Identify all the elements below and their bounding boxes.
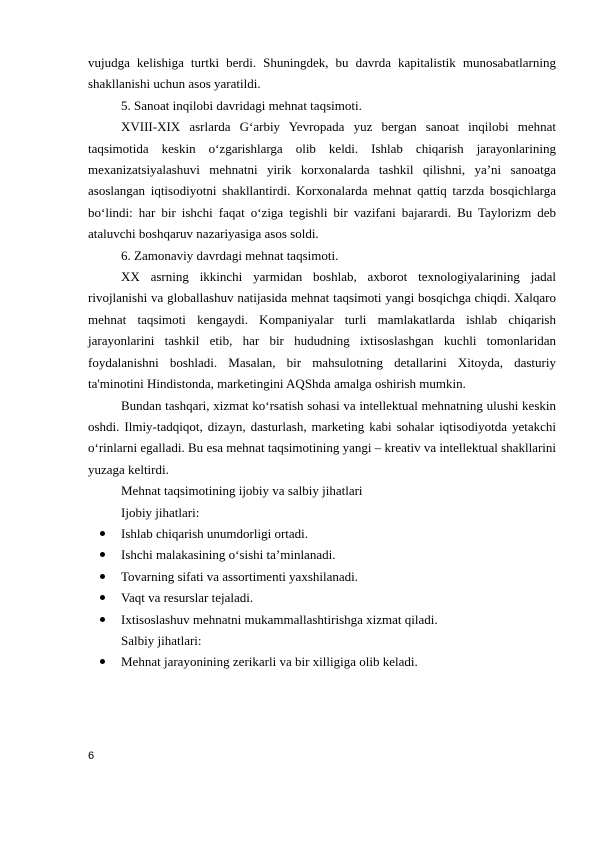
paragraph-continuation: vujudga kelishiga turtki berdi. Shuningdek, bu davrda kapitalistik munosabatlarning shakllanishi uchun asos yaratildi. xyxy=(88,55,556,92)
heading-pros-cons: Mehnat taqsimotining ijobiy va salbiy jihatlari xyxy=(121,483,363,499)
list-item xyxy=(88,523,556,544)
bullet-icon xyxy=(100,531,105,536)
list-item xyxy=(88,587,556,608)
heading-cons: Salbiy jihatlari: xyxy=(121,632,202,648)
page-number: 6 xyxy=(88,750,95,762)
list-item-text: Tovarning sifati va assortimenti yaxshilanadi. xyxy=(121,568,359,584)
list-item xyxy=(88,609,556,630)
list-item-text: Mehnat jarayonining zerikarli va bir xilligiga olib keladi. xyxy=(121,654,418,670)
paragraph-modern-era: XX asrning ikkinchi yarmidan boshlab, axborot texnologiyalarining jadal rivojlanishi va globallashuv natijasida mehnat taqsimoti yangi bosqichga chiqdi. Xalqaro mehnat taqsimoti kengaydi. Kompaniyalar turli mamlakatlarda ishlab chiqarish jarayonlarini tashkil etib, har bir hududning ixtisoslashgan kuchli tomonlaridan foydalanishni boshladi. Masalan, bir mahsulotning detallarini Xitoyda, dasturiy ta'minotini Hindistonda, marketingini AQShda amalga oshirish mumkin. xyxy=(88,269,556,392)
list-item xyxy=(88,544,556,565)
section-heading-5: 5. Sanoat inqilobi davridagi mehnat taqsimoti. xyxy=(121,97,362,113)
bullet-icon xyxy=(100,617,105,622)
paragraph-services-sector: Bundan tashqari, xizmat ko‘rsatish sohasi va intellektual mehnatning ulushi keskin oshdi. Ilmiy-tadqiqot, dizayn, dasturlash, marketing kabi sohalar iqtisodiyotda yetakchi o‘rinlarni egalladi. Bu esa mehnat taqsimotining yangi – kreativ va intellektual shakllarini yuzaga keltirdi. xyxy=(88,397,556,477)
document-page xyxy=(88,52,556,673)
pros-list xyxy=(88,523,556,630)
bullet-icon xyxy=(100,552,105,557)
list-item-text: Ishlab chiqarish unumdorligi ortadi. xyxy=(121,525,309,541)
list-item-text: Ishchi malakasining o‘sishi ta’minlanadi. xyxy=(121,547,336,563)
heading-pros: Ijobiy jihatlari: xyxy=(121,504,200,520)
list-item xyxy=(88,651,556,672)
list-item-text: Ixtisoslashuv mehnatni mukammallashtirishga xizmat qiladi. xyxy=(121,611,438,627)
list-item-text: Vaqt va resurslar tejaladi. xyxy=(121,590,254,606)
cons-list xyxy=(88,651,556,672)
section-heading-6: 6. Zamonaviy davrdagi mehnat taqsimoti. xyxy=(121,247,339,263)
bullet-icon xyxy=(100,659,105,664)
paragraph-industrial-revolution: XVIII-XIX asrlarda G‘arbiy Yevropada yuz bergan sanoat inqilobi mehnat taqsimotida keskin o‘zgarishlarga olib keldi. Ishlab chiqarish jarayonlarining mexanizatsiyalashuvi mehnatni yirik korxonalarda tashkil qilishni, ya’ni sanoatga asoslangan iqtisodiyotni shakllantirdi. Korxonalarda mehnat qattiq tarzda bosqichlarga bo‘lindi: har bir ishchi faqat o‘ziga tegishli bir vazifani bajarardi. Bu Taylorizm deb ataluvchi boshqaruv nazariyasiga asos soldi. xyxy=(88,119,556,242)
bullet-icon xyxy=(100,595,105,600)
bullet-icon xyxy=(100,574,105,579)
list-item xyxy=(88,566,556,587)
